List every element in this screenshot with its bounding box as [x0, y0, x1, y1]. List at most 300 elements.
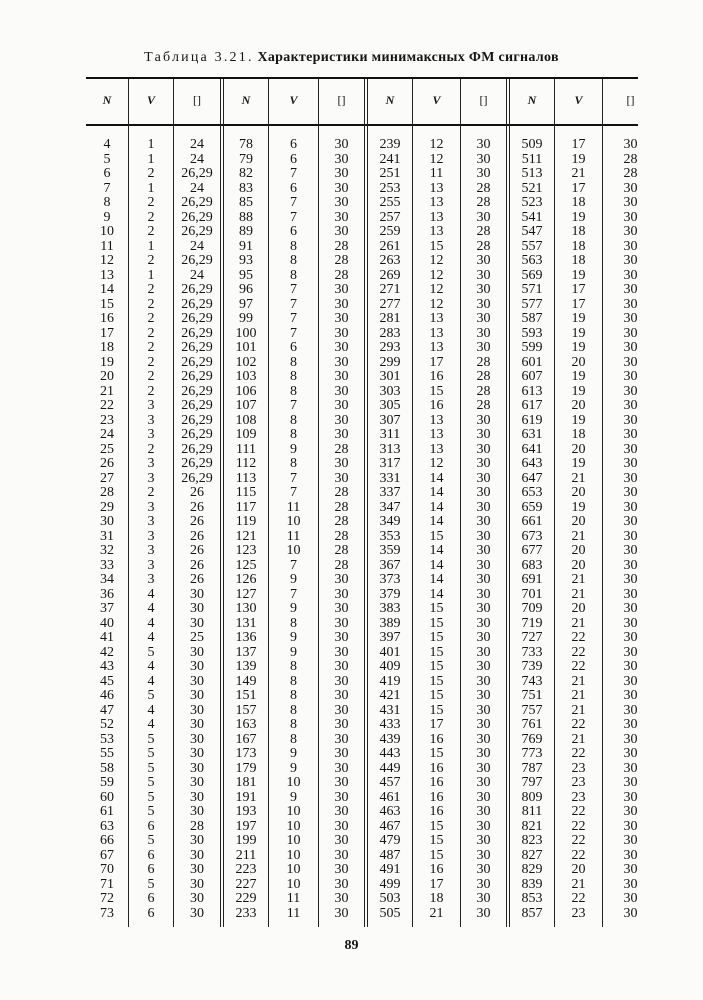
- table-cell: 23: [571, 905, 586, 921]
- table-cell: 30: [476, 601, 491, 616]
- table-cell: 29: [100, 499, 114, 515]
- table-cell: 10: [286, 876, 301, 892]
- table-cell: 28: [476, 398, 491, 413]
- table-cell: 46: [100, 688, 114, 703]
- table-cell: 19: [571, 412, 586, 428]
- table-cell: 3: [147, 572, 155, 587]
- table-cell: 5: [147, 688, 155, 703]
- table-cell: 119: [235, 514, 257, 529]
- table-cell: 30: [476, 659, 491, 674]
- table-cell: 30: [334, 369, 349, 384]
- table-cell: 30: [476, 702, 491, 718]
- table-cell: 199: [235, 833, 257, 848]
- table-cell: 30: [334, 818, 349, 834]
- table-cell: 30: [476, 209, 491, 225]
- table-cell: 401: [379, 644, 401, 660]
- table-cell: 1: [147, 238, 155, 254]
- table-cell: 40: [100, 615, 114, 631]
- table-cell: 26,29: [181, 470, 213, 486]
- table-cell: 30: [623, 586, 638, 602]
- table-cell: 18: [429, 891, 444, 906]
- table-cell: 12: [100, 253, 114, 268]
- table-cell: 26,29: [181, 166, 213, 181]
- table-cell: 45: [100, 673, 114, 689]
- table-cell: 14: [429, 485, 444, 500]
- table-cell: 359: [379, 543, 401, 558]
- table-cell: 14: [429, 543, 444, 558]
- table-cell: 95: [239, 267, 253, 283]
- header-n: N: [527, 93, 537, 107]
- table-cell: 30: [476, 630, 491, 645]
- table-cell: 20: [571, 485, 586, 500]
- table-cell: 659: [521, 499, 543, 515]
- table-cell: 36: [100, 586, 114, 602]
- table-cell: 26,29: [181, 456, 213, 471]
- table-cell: 20: [571, 601, 586, 616]
- table-cell: 113: [235, 470, 257, 486]
- table-cell: 463: [379, 804, 401, 819]
- table-cell: 30: [190, 702, 204, 718]
- table-cell: 26,29: [181, 296, 213, 312]
- header-v: V: [574, 93, 583, 107]
- table-cell: 505: [379, 905, 401, 921]
- table-cell: 14: [429, 572, 444, 587]
- table-cell: 2: [147, 441, 155, 457]
- header-bracket: []: [193, 93, 201, 107]
- table-cell: 7: [290, 282, 297, 297]
- table-cell: 30: [623, 833, 638, 848]
- table-cell: 22: [571, 804, 586, 819]
- table-cell: 277: [379, 296, 401, 312]
- table-cell: 21: [571, 702, 586, 718]
- table-cell: 487: [379, 847, 401, 863]
- table-cell: 8: [103, 195, 111, 210]
- table-cell: 18: [571, 195, 586, 210]
- table-cell: 63: [100, 818, 114, 834]
- table-cell: 853: [521, 891, 543, 906]
- table-cell: 30: [476, 615, 491, 631]
- table-cell: 719: [521, 615, 543, 631]
- table-cell: 3: [147, 499, 155, 515]
- table-cell: 28: [334, 499, 349, 515]
- table-cell: 21: [571, 470, 586, 486]
- table-cell: 9: [290, 630, 297, 645]
- column-n-2: [224, 138, 268, 921]
- table-cell: 21: [100, 383, 114, 399]
- table-cell: 30: [623, 572, 638, 587]
- table-cell: 587: [521, 311, 543, 326]
- table-cell: 12: [429, 267, 444, 283]
- table-cell: 439: [379, 731, 401, 747]
- table-cell: 233: [235, 905, 257, 921]
- table-cell: 14: [100, 282, 114, 297]
- table-cell: 30: [623, 238, 638, 254]
- table-cell: 17: [571, 296, 586, 312]
- table-cell: 773: [521, 746, 543, 761]
- table-cell: 3: [147, 398, 155, 413]
- table-cell: 8: [290, 354, 297, 370]
- table-cell: 30: [623, 659, 638, 674]
- table-cell: 30: [623, 847, 638, 863]
- table-cell: 21: [429, 905, 444, 921]
- table-cell: 379: [379, 586, 401, 602]
- table-cell: 30: [476, 833, 491, 848]
- table-cell: 22: [571, 833, 586, 848]
- table-cell: 30: [476, 760, 491, 776]
- table-cell: 331: [379, 470, 401, 486]
- table-cell: 163: [235, 717, 257, 732]
- table-cell: 20: [571, 557, 586, 573]
- table-cell: 26,29: [181, 311, 213, 326]
- table-cell: 253: [379, 180, 401, 196]
- table-cell: 30: [334, 195, 349, 210]
- table-cell: 85: [239, 195, 253, 210]
- table-cell: 30: [190, 717, 204, 732]
- table-cell: 12: [429, 282, 444, 297]
- table-cell: 239: [379, 137, 401, 152]
- table-cell: 8: [290, 383, 297, 399]
- table-cell: 30: [476, 296, 491, 312]
- table-cell: 19: [571, 267, 586, 283]
- table-cell: 23: [571, 775, 586, 790]
- table-cell: 30: [334, 412, 349, 428]
- table-cell: 10: [286, 514, 301, 529]
- table-cell: 30: [623, 543, 638, 558]
- table-cell: 631: [521, 427, 543, 442]
- table-cell: 2: [147, 253, 155, 268]
- table-cell: 19: [571, 383, 586, 399]
- table-cell: 21: [571, 166, 586, 181]
- table-cell: 30: [334, 224, 349, 239]
- table-cell: 30: [476, 688, 491, 703]
- table-cell: 30: [476, 456, 491, 471]
- table-cell: 6: [147, 818, 155, 834]
- table-cell: 6: [290, 137, 297, 152]
- table-cell: 8: [290, 456, 297, 471]
- table-cell: 30: [476, 137, 491, 152]
- table-cell: 617: [521, 398, 543, 413]
- table-cell: 30: [334, 702, 349, 718]
- table-cell: 299: [379, 354, 401, 370]
- table-cell: 15: [429, 818, 444, 834]
- table-cell: 16: [429, 804, 444, 819]
- table-cell: 353: [379, 528, 401, 544]
- table-cell: 30: [623, 137, 638, 152]
- table-cell: 17: [571, 180, 586, 196]
- table-cell: 511: [521, 151, 543, 167]
- table-cell: 8: [290, 253, 297, 268]
- table-cell: 30: [190, 688, 204, 703]
- table-cell: 263: [379, 253, 401, 268]
- table-cell: 25: [190, 630, 204, 645]
- table-cell: 27: [100, 470, 114, 486]
- table-cell: 2: [147, 325, 155, 341]
- table-cell: 30: [623, 282, 638, 297]
- table-cell: 2: [147, 282, 155, 297]
- table-cell: 13: [429, 427, 444, 442]
- table-cell: 67: [100, 847, 114, 863]
- table-cell: 691: [521, 572, 543, 587]
- table-cell: 30: [190, 789, 204, 805]
- table-cell: 30: [334, 209, 349, 225]
- table-cell: 15: [429, 688, 444, 703]
- table-cell: 255: [379, 195, 401, 210]
- table-cell: 30: [334, 847, 349, 863]
- table-cell: 229: [235, 891, 257, 906]
- table-cell: 30: [334, 340, 349, 355]
- table-cell: 30: [476, 514, 491, 529]
- table-cell: 30: [623, 340, 638, 355]
- header-bracket: []: [626, 93, 635, 107]
- table-cell: 30: [334, 137, 349, 152]
- table-cell: 30: [623, 673, 638, 689]
- table-cell: 2: [147, 340, 155, 355]
- table-cell: 20: [100, 369, 114, 384]
- table-cell: 30: [476, 818, 491, 834]
- table-cell: 21: [571, 572, 586, 587]
- column-n-3: [368, 138, 412, 921]
- table-cell: 30: [476, 804, 491, 819]
- table-cell: 857: [521, 905, 543, 921]
- table-cell: 30: [623, 905, 638, 921]
- table-cell: 12: [429, 296, 444, 312]
- table-cell: 12: [429, 456, 444, 471]
- table-cell: 25: [100, 441, 114, 457]
- table-cell: 30: [623, 557, 638, 573]
- table-cell: 93: [239, 253, 253, 268]
- table-cell: 26: [190, 485, 204, 500]
- table-cell: 83: [239, 180, 253, 196]
- table-cell: 88: [239, 209, 253, 225]
- table-cell: 23: [571, 789, 586, 805]
- table-cell: 30: [190, 586, 204, 602]
- table-cell: 30: [190, 760, 204, 776]
- table-cell: 30: [623, 296, 638, 312]
- table-cell: 30: [476, 325, 491, 341]
- table-cell: 16: [429, 775, 444, 790]
- table-cell: 24: [190, 137, 204, 152]
- table-cell: 30: [190, 891, 204, 906]
- table-cell: 211: [235, 847, 257, 863]
- table-cell: 13: [429, 412, 444, 428]
- table-cell: 30: [190, 905, 204, 921]
- table-cell: 26: [190, 514, 204, 529]
- table-cell: 20: [571, 543, 586, 558]
- table-cell: 30: [476, 412, 491, 428]
- table-cell: 30: [623, 804, 638, 819]
- table-cell: 20: [571, 441, 586, 457]
- table-cell: 30: [476, 586, 491, 602]
- table-cell: 7: [290, 586, 297, 602]
- table-cell: 15: [429, 238, 444, 254]
- table-cell: 10: [100, 224, 114, 239]
- table-cell: 28: [190, 818, 204, 834]
- table-cell: 30: [334, 601, 349, 616]
- table-cell: 30: [334, 644, 349, 660]
- table-cell: 743: [521, 673, 543, 689]
- table-cell: 22: [571, 818, 586, 834]
- top-rule: [86, 77, 638, 79]
- table-cell: 30: [623, 499, 638, 515]
- header-v: V: [289, 93, 298, 107]
- table-cell: 28: [476, 369, 491, 384]
- table-cell: 13: [429, 325, 444, 341]
- table-cell: 2: [147, 354, 155, 370]
- table-cell: 19: [100, 354, 114, 370]
- table-cell: 30: [334, 572, 349, 587]
- table-cell: 8: [290, 615, 297, 631]
- table-cell: 4: [103, 137, 111, 152]
- table-cell: 6: [103, 166, 111, 181]
- table-cell: 34: [100, 572, 114, 587]
- table-cell: 10: [286, 847, 301, 863]
- table-cell: 6: [290, 340, 297, 355]
- table-cell: 601: [521, 354, 543, 370]
- table-cell: 30: [334, 470, 349, 486]
- table-cell: 26,29: [181, 441, 213, 457]
- table-cell: 151: [235, 688, 257, 703]
- table-cell: 10: [286, 775, 301, 790]
- table-cell: 373: [379, 572, 401, 587]
- table-cell: 30: [190, 601, 204, 616]
- table-cell: 111: [236, 441, 256, 457]
- table-cell: 30: [334, 688, 349, 703]
- table-cell: 13: [429, 180, 444, 196]
- table-cell: 30: [623, 354, 638, 370]
- table-cell: 577: [521, 296, 543, 312]
- table-cell: 82: [239, 166, 253, 181]
- table-cell: 79: [239, 151, 253, 167]
- table-cell: 4: [147, 717, 155, 732]
- table-cell: 30: [334, 905, 349, 921]
- table-cell: 15: [429, 615, 444, 631]
- table-cell: 5: [147, 775, 155, 790]
- column-v-3: [413, 138, 460, 921]
- table-cell: 30: [623, 717, 638, 732]
- table-cell: 19: [571, 499, 586, 515]
- table-cell: 4: [147, 659, 155, 674]
- table-cell: 30: [476, 311, 491, 326]
- table-cell: 13: [429, 311, 444, 326]
- table-cell: 22: [571, 717, 586, 732]
- table-cell: 22: [571, 891, 586, 906]
- table-cell: 11: [100, 238, 114, 254]
- table-cell: 28: [623, 166, 638, 181]
- table-cell: 23: [571, 760, 586, 776]
- table-cell: 30: [623, 615, 638, 631]
- table-cell: 30: [334, 383, 349, 399]
- table-cell: 30: [334, 891, 349, 906]
- table-cell: 30: [476, 847, 491, 863]
- table-cell: 26,29: [181, 383, 213, 399]
- table-cell: 1: [147, 180, 155, 196]
- table-cell: 7: [290, 557, 297, 573]
- table-cell: 21: [571, 586, 586, 602]
- table-cell: 30: [623, 253, 638, 268]
- table-cell: 16: [429, 369, 444, 384]
- table-cell: 15: [429, 847, 444, 863]
- table-cell: 30: [623, 630, 638, 645]
- table-cell: 4: [147, 586, 155, 602]
- table-cell: 419: [379, 673, 401, 689]
- table-cell: 18: [571, 427, 586, 442]
- table-cell: 2: [147, 311, 155, 326]
- table-cell: 24: [190, 267, 204, 283]
- table-cell: 461: [379, 789, 401, 805]
- table-cell: 28: [476, 383, 491, 399]
- table-cell: 433: [379, 717, 401, 732]
- table-cell: 4: [147, 615, 155, 631]
- table-cell: 30: [623, 369, 638, 384]
- table-cell: 389: [379, 615, 401, 631]
- table-cell: 30: [476, 166, 491, 181]
- table-cell: 467: [379, 818, 401, 834]
- table-cell: 30: [623, 688, 638, 703]
- table-cell: 12: [429, 137, 444, 152]
- table-cell: 15: [429, 702, 444, 718]
- table-cell: 31: [100, 528, 114, 544]
- table-cell: 17: [571, 282, 586, 297]
- table-cell: 9: [103, 209, 111, 225]
- table-cell: 16: [429, 862, 444, 877]
- table-cell: 26,29: [181, 325, 213, 341]
- table-cell: 9: [290, 572, 297, 587]
- table-cell: 283: [379, 325, 401, 341]
- table-cell: 28: [334, 253, 349, 268]
- table-cell: 30: [476, 673, 491, 689]
- table-cell: 30: [623, 528, 638, 544]
- table-cell: 569: [521, 267, 543, 283]
- table-cell: 30: [334, 282, 349, 297]
- table-cell: 599: [521, 340, 543, 355]
- table-cell: 647: [521, 470, 543, 486]
- table-cell: 673: [521, 528, 543, 544]
- table-cell: 5: [147, 833, 155, 848]
- table-cell: 30: [623, 427, 638, 442]
- table-cell: 26,29: [181, 398, 213, 413]
- table-cell: 19: [571, 311, 586, 326]
- table-cell: 643: [521, 456, 543, 471]
- table-cell: 12: [429, 253, 444, 268]
- table-cell: 8: [290, 412, 297, 428]
- table-cell: 9: [290, 441, 297, 457]
- table-cell: 22: [571, 847, 586, 863]
- table-cell: 22: [571, 746, 586, 761]
- table-cell: 26: [190, 557, 204, 573]
- table-cell: 59: [100, 775, 114, 790]
- header-rule: [86, 124, 638, 126]
- table-cell: 21: [571, 528, 586, 544]
- table-cell: 197: [235, 818, 257, 834]
- table-cell: 3: [147, 557, 155, 573]
- table-cell: 307: [379, 412, 401, 428]
- table-cell: 28: [623, 151, 638, 167]
- table-cell: 827: [521, 847, 543, 863]
- table-cell: 14: [429, 499, 444, 515]
- table-cell: 30: [334, 789, 349, 805]
- table-cell: 19: [571, 209, 586, 225]
- table-cell: 30: [623, 789, 638, 805]
- table-cell: 11: [286, 891, 301, 906]
- table-cell: 30: [334, 427, 349, 442]
- table-cell: 15: [100, 296, 114, 312]
- table-cell: 2: [147, 369, 155, 384]
- table-cell: 2: [147, 166, 155, 181]
- table-cell: 15: [429, 833, 444, 848]
- table-cell: 6: [147, 847, 155, 863]
- table-cell: 13: [429, 209, 444, 225]
- table-cell: 28: [334, 557, 349, 573]
